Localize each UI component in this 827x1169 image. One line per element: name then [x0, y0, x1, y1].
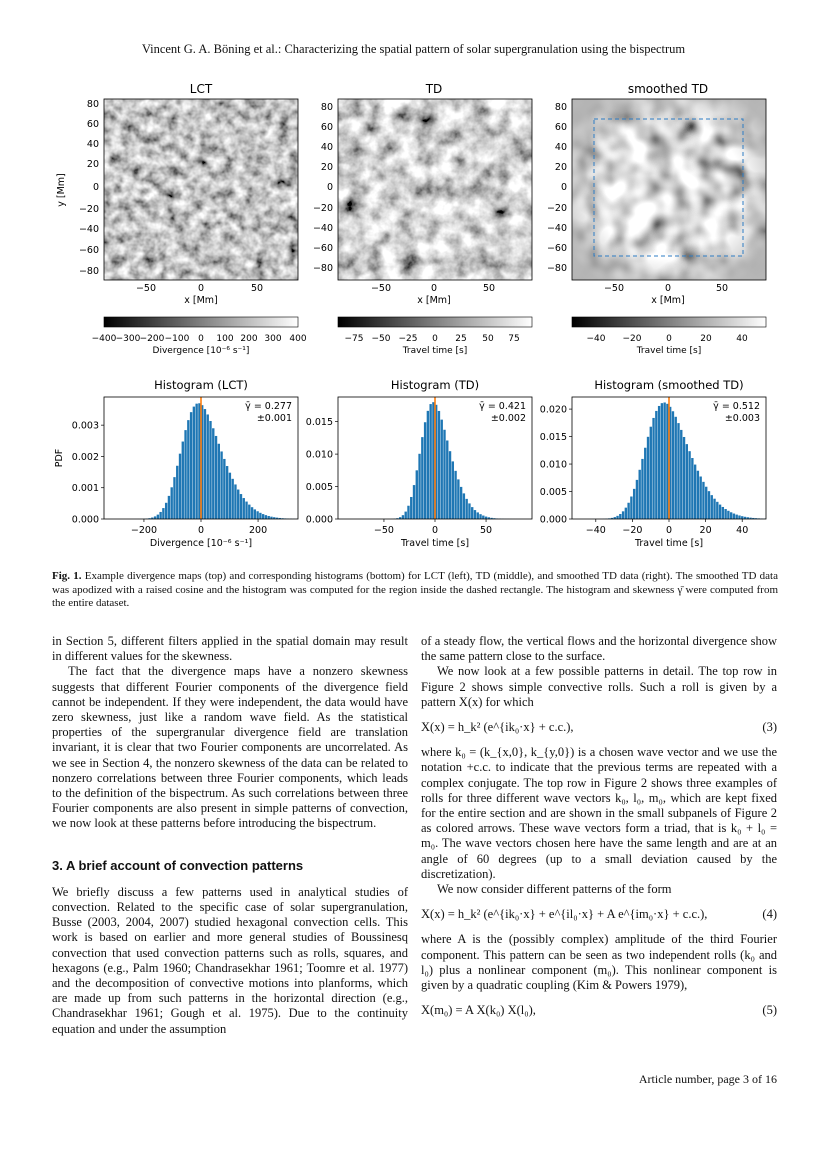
x-tick: 50 [482, 283, 496, 294]
histogram-bar [226, 466, 228, 519]
y-tick-label: 0.005 [305, 482, 333, 494]
histogram-bar [454, 471, 456, 519]
x-tick-label: −20 [622, 525, 643, 536]
histogram-smoothed-td [540, 378, 766, 549]
y-tick-label: 0.020 [539, 404, 567, 416]
y-ticks [313, 102, 333, 274]
histogram-lct [54, 378, 298, 549]
histogram-bar [647, 437, 649, 519]
histogram-bar [223, 459, 225, 519]
colorbar-label: Travel time [s] [636, 346, 702, 356]
y-tick: 60 [554, 122, 567, 133]
histogram-bar [402, 515, 404, 519]
y-tick-label: 0.015 [305, 417, 333, 429]
histogram-bar [457, 479, 459, 519]
colorbar-smoothed-td [572, 317, 766, 356]
colorbar-tick: 300 [264, 334, 282, 344]
y-tick-label: 0.000 [539, 514, 567, 526]
histogram-bar [683, 437, 685, 519]
colorbar-gradient [572, 317, 766, 327]
x-axis-label: Divergence [10⁻⁶ s⁻¹] [149, 538, 253, 549]
skewness-annotation: ±0.002 [490, 413, 526, 424]
histogram-bar [254, 509, 256, 519]
paragraph: of a steady flow, the vertical flows and the horizontal divergence show the same pattern close to the surface. [421, 634, 777, 664]
histogram-bar [204, 409, 206, 519]
y-tick: 60 [320, 122, 333, 133]
x-tick-label: 20 [699, 525, 712, 536]
histogram-bar [479, 514, 481, 519]
page-footer: Article number, page 3 of 16 [638, 1072, 777, 1086]
x-tick: 50 [715, 283, 729, 294]
histogram-bar [424, 422, 426, 519]
histogram-bar [173, 477, 175, 519]
histogram-bar [702, 482, 704, 519]
histogram-bar [262, 514, 264, 519]
histogram-bar [449, 451, 451, 519]
map-lct [56, 82, 298, 306]
histogram-bar [672, 411, 674, 519]
histogram-bar [171, 487, 173, 519]
histogram-bar [159, 512, 161, 519]
histogram-bar [644, 448, 646, 519]
histogram-bar [686, 444, 688, 519]
y-tick: −40 [312, 223, 333, 234]
equation-4 [421, 907, 777, 922]
y-tick-label: 0.005 [539, 487, 567, 499]
colorbar-tick: −400 [91, 334, 117, 344]
figure-1 [0, 0, 827, 560]
y-tick: −20 [546, 203, 567, 214]
y-tick: 0 [92, 182, 99, 193]
colorbar-lct [92, 317, 307, 356]
equation-number: (3) [762, 720, 777, 735]
y-tick: −80 [312, 263, 333, 274]
x-axis-label: x [Mm] [651, 295, 685, 306]
x-tick-label: 40 [736, 525, 749, 536]
histogram-bar [187, 420, 189, 519]
map-title: TD [425, 82, 443, 96]
colorbar-tick: −25 [398, 334, 418, 344]
histogram-bar [474, 510, 476, 519]
histogram-bar [193, 407, 195, 519]
histogram-bar [477, 512, 479, 519]
colorbar-gradient [338, 317, 532, 327]
histogram-bar [724, 509, 726, 519]
histogram-bar [736, 515, 738, 519]
histogram-bar [619, 514, 621, 519]
equation-number: (5) [762, 1003, 777, 1018]
histogram-bar [641, 459, 643, 519]
x-tick: −50 [603, 283, 625, 294]
histogram-bar [427, 411, 429, 519]
equation-5 [421, 1003, 777, 1018]
histogram-bar [711, 495, 713, 519]
y-tick-label: 0.000 [71, 514, 99, 526]
histogram-bar [463, 493, 465, 519]
y-tick: −40 [78, 224, 99, 235]
histogram-bar [234, 484, 236, 519]
histogram-bar [243, 498, 245, 519]
histogram-bar [218, 444, 220, 519]
y-tick: −60 [546, 243, 567, 254]
histogram-bar [265, 515, 267, 519]
colorbar-tick: 25 [455, 334, 467, 344]
histogram-bar [237, 490, 239, 519]
histogram-bar [446, 440, 448, 519]
histogram-title: Histogram (TD) [390, 378, 480, 392]
histogram-bar [661, 403, 663, 519]
equation-body: X(x) = h_k² (e^{ik₀·x} + c.c.), [421, 720, 574, 735]
y-tick: −80 [546, 263, 567, 274]
x-tick-label: −200 [130, 525, 157, 536]
y-tick: 0 [560, 182, 567, 193]
equation-body: X(x) = h_k² (e^{ik₀·x} + e^{il₀·x} + A e^{im₀·x} + c.c.), [421, 907, 708, 922]
colorbar-tick: 0 [666, 334, 672, 344]
y-tick-label: 0.010 [305, 449, 333, 461]
histogram-bar [663, 402, 665, 519]
histogram-bar [452, 461, 454, 519]
histogram-bar [157, 515, 159, 519]
equation-number: (4) [762, 907, 777, 922]
histogram-bar [176, 466, 178, 519]
y-axis-label: PDF [54, 448, 65, 468]
x-tick: −50 [370, 283, 392, 294]
histogram-bar [630, 497, 632, 519]
colorbar-tick: 40 [736, 334, 748, 344]
histogram-bar [207, 414, 209, 519]
histogram-bar [416, 470, 418, 519]
histogram-bar [441, 420, 443, 519]
histogram-bar [229, 473, 231, 519]
y-tick: −80 [78, 266, 99, 277]
histogram-bar [231, 479, 233, 519]
histogram-bar [733, 514, 735, 519]
x-tick: −50 [135, 283, 157, 294]
x-axis-label: Travel time [s] [400, 538, 470, 549]
histogram-bar [694, 465, 696, 519]
colorbar-tick: −100 [164, 334, 190, 344]
y-tick: −20 [312, 203, 333, 214]
map-title: smoothed TD [627, 82, 709, 96]
paragraph: where k₀ = (k_{x,0}, k_{y,0}) is a chosen wave vector and we use the notation +c.c. to indicate that the previous terms are repeated with a complex conjugate. The top row in Figure 2 shows three examples of rolls for three different wave vectors k₀, l₀, m₀, which are kept fixed for the entire section and are shown in the small subpanels of Figure 2 as colored arrows. These wave vectors form a triad, that is k₀ + l₀ = m₀. The wave vectors chosen here have the same length and are at an angle of 60 degrees (up to a small deviation caused by the discretization). [421, 745, 777, 881]
histogram-bar [220, 451, 222, 519]
left-column [52, 634, 408, 1037]
histogram-bar [705, 487, 707, 519]
histogram-bar [719, 505, 721, 519]
histogram-bar [465, 499, 467, 519]
histogram-bar [212, 428, 214, 519]
histogram-bar [699, 477, 701, 519]
y-tick: −60 [312, 243, 333, 254]
y-ticks [547, 102, 567, 274]
histogram-bar [738, 515, 740, 519]
y-tick-label: 0.010 [539, 459, 567, 471]
histogram-bar [675, 417, 677, 519]
histogram-bar [165, 503, 167, 519]
histogram-bar [680, 430, 682, 519]
histogram-bar [162, 508, 164, 519]
y-tick: 0 [326, 182, 333, 193]
colorbar-tick: 50 [482, 334, 494, 344]
right-column [421, 634, 777, 1028]
y-tick: −20 [78, 204, 99, 215]
histogram-bar [410, 497, 412, 519]
colorbar-tick: −20 [622, 334, 642, 344]
histogram-bar [636, 480, 638, 519]
colorbar-tick: −40 [586, 334, 606, 344]
x-tick-label: 0 [665, 525, 673, 536]
x-tick-label: 200 [248, 525, 268, 536]
x-tick: 0 [664, 283, 672, 294]
histogram-bar [179, 454, 181, 519]
colorbar-tick: 0 [432, 334, 438, 344]
x-tick: 50 [250, 283, 264, 294]
histogram-bar [622, 511, 624, 519]
histogram-bar [460, 487, 462, 519]
colorbar-tick: −300 [115, 334, 141, 344]
colorbar-tick: 0 [198, 334, 204, 344]
histogram-bar [405, 512, 407, 519]
histogram-bar [251, 507, 253, 519]
histogram-bar [658, 406, 660, 519]
y-tick: −40 [546, 223, 567, 234]
colorbar-tick: −50 [371, 334, 391, 344]
x-axis-label: x [Mm] [417, 295, 451, 306]
colorbar-tick: 400 [289, 334, 307, 344]
y-tick: 40 [86, 139, 99, 150]
apodization-overlay [572, 99, 766, 280]
colorbar-tick: 100 [216, 334, 234, 344]
y-tick-label: 0.015 [539, 432, 567, 444]
histogram-bar [421, 437, 423, 519]
colorbar-tick: 200 [240, 334, 258, 344]
map-smoothed-td [547, 82, 766, 306]
paragraph: where A is the (possibly complex) amplitude of the third Fourier component. This pattern can be seen as two independent rolls (k₀ and l₀) plus a nonlinear component (m₀). This nonlinear component is given by a quadratic coupling (Kim & Powers 1979), [421, 932, 777, 993]
colorbar-tick: −75 [344, 334, 364, 344]
histogram-bar [708, 491, 710, 519]
x-tick-label: 0 [431, 525, 439, 536]
histogram-bar [245, 502, 247, 519]
histogram-bar [407, 506, 409, 519]
y-tick-label: 0.003 [71, 420, 99, 432]
colorbar-tick: 20 [700, 334, 712, 344]
y-tick: 20 [320, 162, 333, 173]
histogram-bar [438, 411, 440, 519]
skewness-annotation: γ̄ = 0.512 [713, 401, 760, 412]
histogram-bar [418, 454, 420, 519]
histogram-bar [413, 485, 415, 519]
caption-text: Example divergence maps (top) and corresponding histograms (bottom) for LCT (left), TD (middle), and smoothed TD data (right). The smoothed TD data was apodized with a raised cosine and the histogram was computed for the region inside the dashed rectangle. The histogram and skewness γ̄ were computed from the entire dataset. [52, 570, 778, 609]
histogram-bar [697, 471, 699, 519]
y-tick: 40 [320, 142, 333, 153]
histogram-bar [248, 505, 250, 519]
histogram-title: Histogram (LCT) [154, 378, 248, 392]
histogram-bar [730, 512, 732, 519]
histogram-td [306, 378, 532, 549]
paragraph: in Section 5, different filters applied in the spatial domain may result in different values for the skewness. [52, 634, 408, 664]
histogram-bar [256, 511, 258, 519]
x-ticks [136, 283, 263, 294]
x-ticks [604, 283, 728, 294]
colorbar-label: Travel time [s] [402, 346, 468, 356]
y-tick: 80 [320, 102, 333, 113]
x-tick-label: 50 [480, 525, 493, 536]
skewness-annotation: ±0.003 [724, 413, 760, 424]
histogram-bar [722, 507, 724, 519]
x-axis-label: Travel time [s] [634, 538, 704, 549]
histogram-bar [691, 458, 693, 519]
histogram-bar [727, 511, 729, 519]
histogram-bar [627, 503, 629, 519]
histogram-bar [429, 404, 431, 519]
map-td [313, 82, 532, 306]
map-title: LCT [189, 82, 213, 96]
y-tick: 60 [86, 119, 99, 130]
x-tick-label: 0 [197, 525, 205, 536]
skewness-annotation: γ̄ = 0.421 [479, 401, 526, 412]
paragraph: We briefly discuss a few patterns used in analytical studies of convection. Related to the specific case of solar supergranulation, Busse (2003, 2004, 2007) studied hexagonal convection cells. This work is based on earlier and more general studies of Boussinesq convection that used convection patterns such as rolls, squares, and hexagons (e.g., Palm 1960; Chandrasekhar 1961; Toomre et al. 1977) and the decomposition of convective motions into planforms, which are made up from such patterns in the horizontal direction (e.g., Chandrasekhar 1961; Gough et al. 1975). Due to the continuity equation and under the assumption [52, 884, 408, 1036]
histogram-bar [652, 418, 654, 519]
colorbar-tick: −200 [139, 334, 165, 344]
histogram-bar [168, 496, 170, 519]
y-tick: 20 [86, 159, 99, 170]
histogram-bar [443, 430, 445, 519]
histogram-bar [190, 412, 192, 519]
x-axis-label: x [Mm] [184, 295, 218, 306]
histogram-bar [482, 516, 484, 519]
y-ticks [79, 99, 99, 277]
running-head: Vincent G. A. Böning et al.: Characterizing the spatial pattern of solar supergranulation using the bispectrum [141, 42, 686, 56]
section-heading: 3. A brief account of convection patterns [52, 857, 304, 873]
y-tick: 20 [554, 162, 567, 173]
x-tick-label: −40 [585, 525, 606, 536]
histogram-bar [639, 470, 641, 519]
histogram-bar [182, 442, 184, 519]
equation-body: X(m₀) = A X(k₀) X(l₀), [421, 1003, 536, 1018]
x-tick: 0 [197, 283, 205, 294]
y-tick-label: 0.001 [71, 483, 99, 495]
histogram-bar [468, 503, 470, 519]
histogram-bar [209, 421, 211, 519]
histogram-bar [240, 494, 242, 519]
caption-label: Fig. 1. [52, 570, 82, 582]
y-tick-label: 0.000 [305, 514, 333, 526]
histogram-bar [633, 489, 635, 519]
skewness-annotation: ±0.001 [256, 413, 292, 424]
paragraph: We now consider different patterns of the form [437, 882, 672, 897]
histogram-bar [713, 499, 715, 519]
colorbar-label: Divergence [10⁻⁶ s⁻¹] [152, 346, 250, 356]
histogram-bar [184, 430, 186, 519]
histogram-bar [688, 451, 690, 519]
histogram-bar [259, 513, 261, 519]
histogram-title: Histogram (smoothed TD) [594, 378, 744, 392]
x-tick-label: −50 [373, 525, 394, 536]
figure-caption [52, 570, 778, 611]
histogram-bar [677, 423, 679, 519]
y-tick: −60 [78, 245, 99, 256]
histogram-bar [268, 516, 270, 519]
paragraph: We now look at a few possible patterns in detail. The top row in Figure 2 shows simple convective rolls. Such a roll is given by a pattern X(x) for which [421, 664, 777, 709]
y-axis-label: y [Mm] [56, 173, 67, 207]
x-tick: 0 [430, 283, 438, 294]
paragraph: The fact that the divergence maps have a nonzero skewness suggests that different Fourier components of the divergence field cannot be independent. If they were independent, the data would have zero skewness, just like a random wave field. As the statistical properties of the supergranular divergence field are translation invariant, it is clear that two Fourier components are uncorrelated. As we see in Section 4, the nonzero skewness of the data can be related to nonzero correlations between three Fourier components, which leads to the definition of the bispectrum. As such correlations between three Fourier components are also present in simple patterns of convection, we now look at these patterns before introducing the bispectrum. [52, 664, 408, 831]
colorbar-gradient [104, 317, 298, 327]
y-tick-label: 0.002 [71, 451, 99, 463]
histogram-bar [655, 411, 657, 519]
histogram-bar [195, 404, 197, 519]
histogram-bar [650, 427, 652, 519]
histogram-bar [625, 508, 627, 519]
y-tick: 80 [554, 102, 567, 113]
y-tick: 80 [86, 99, 99, 110]
histogram-bar [741, 516, 743, 519]
map-image [338, 99, 532, 280]
histogram-bar [616, 516, 618, 519]
colorbar-tick: 75 [508, 334, 520, 344]
histogram-bar [716, 502, 718, 519]
skewness-annotation: γ̄ = 0.277 [245, 401, 292, 412]
histogram-bar [471, 507, 473, 519]
y-tick: 40 [554, 142, 567, 153]
colorbar-td [338, 317, 532, 356]
equation-3 [421, 720, 777, 735]
x-ticks [371, 283, 495, 294]
histogram-bar [215, 436, 217, 519]
map-image [104, 99, 298, 280]
